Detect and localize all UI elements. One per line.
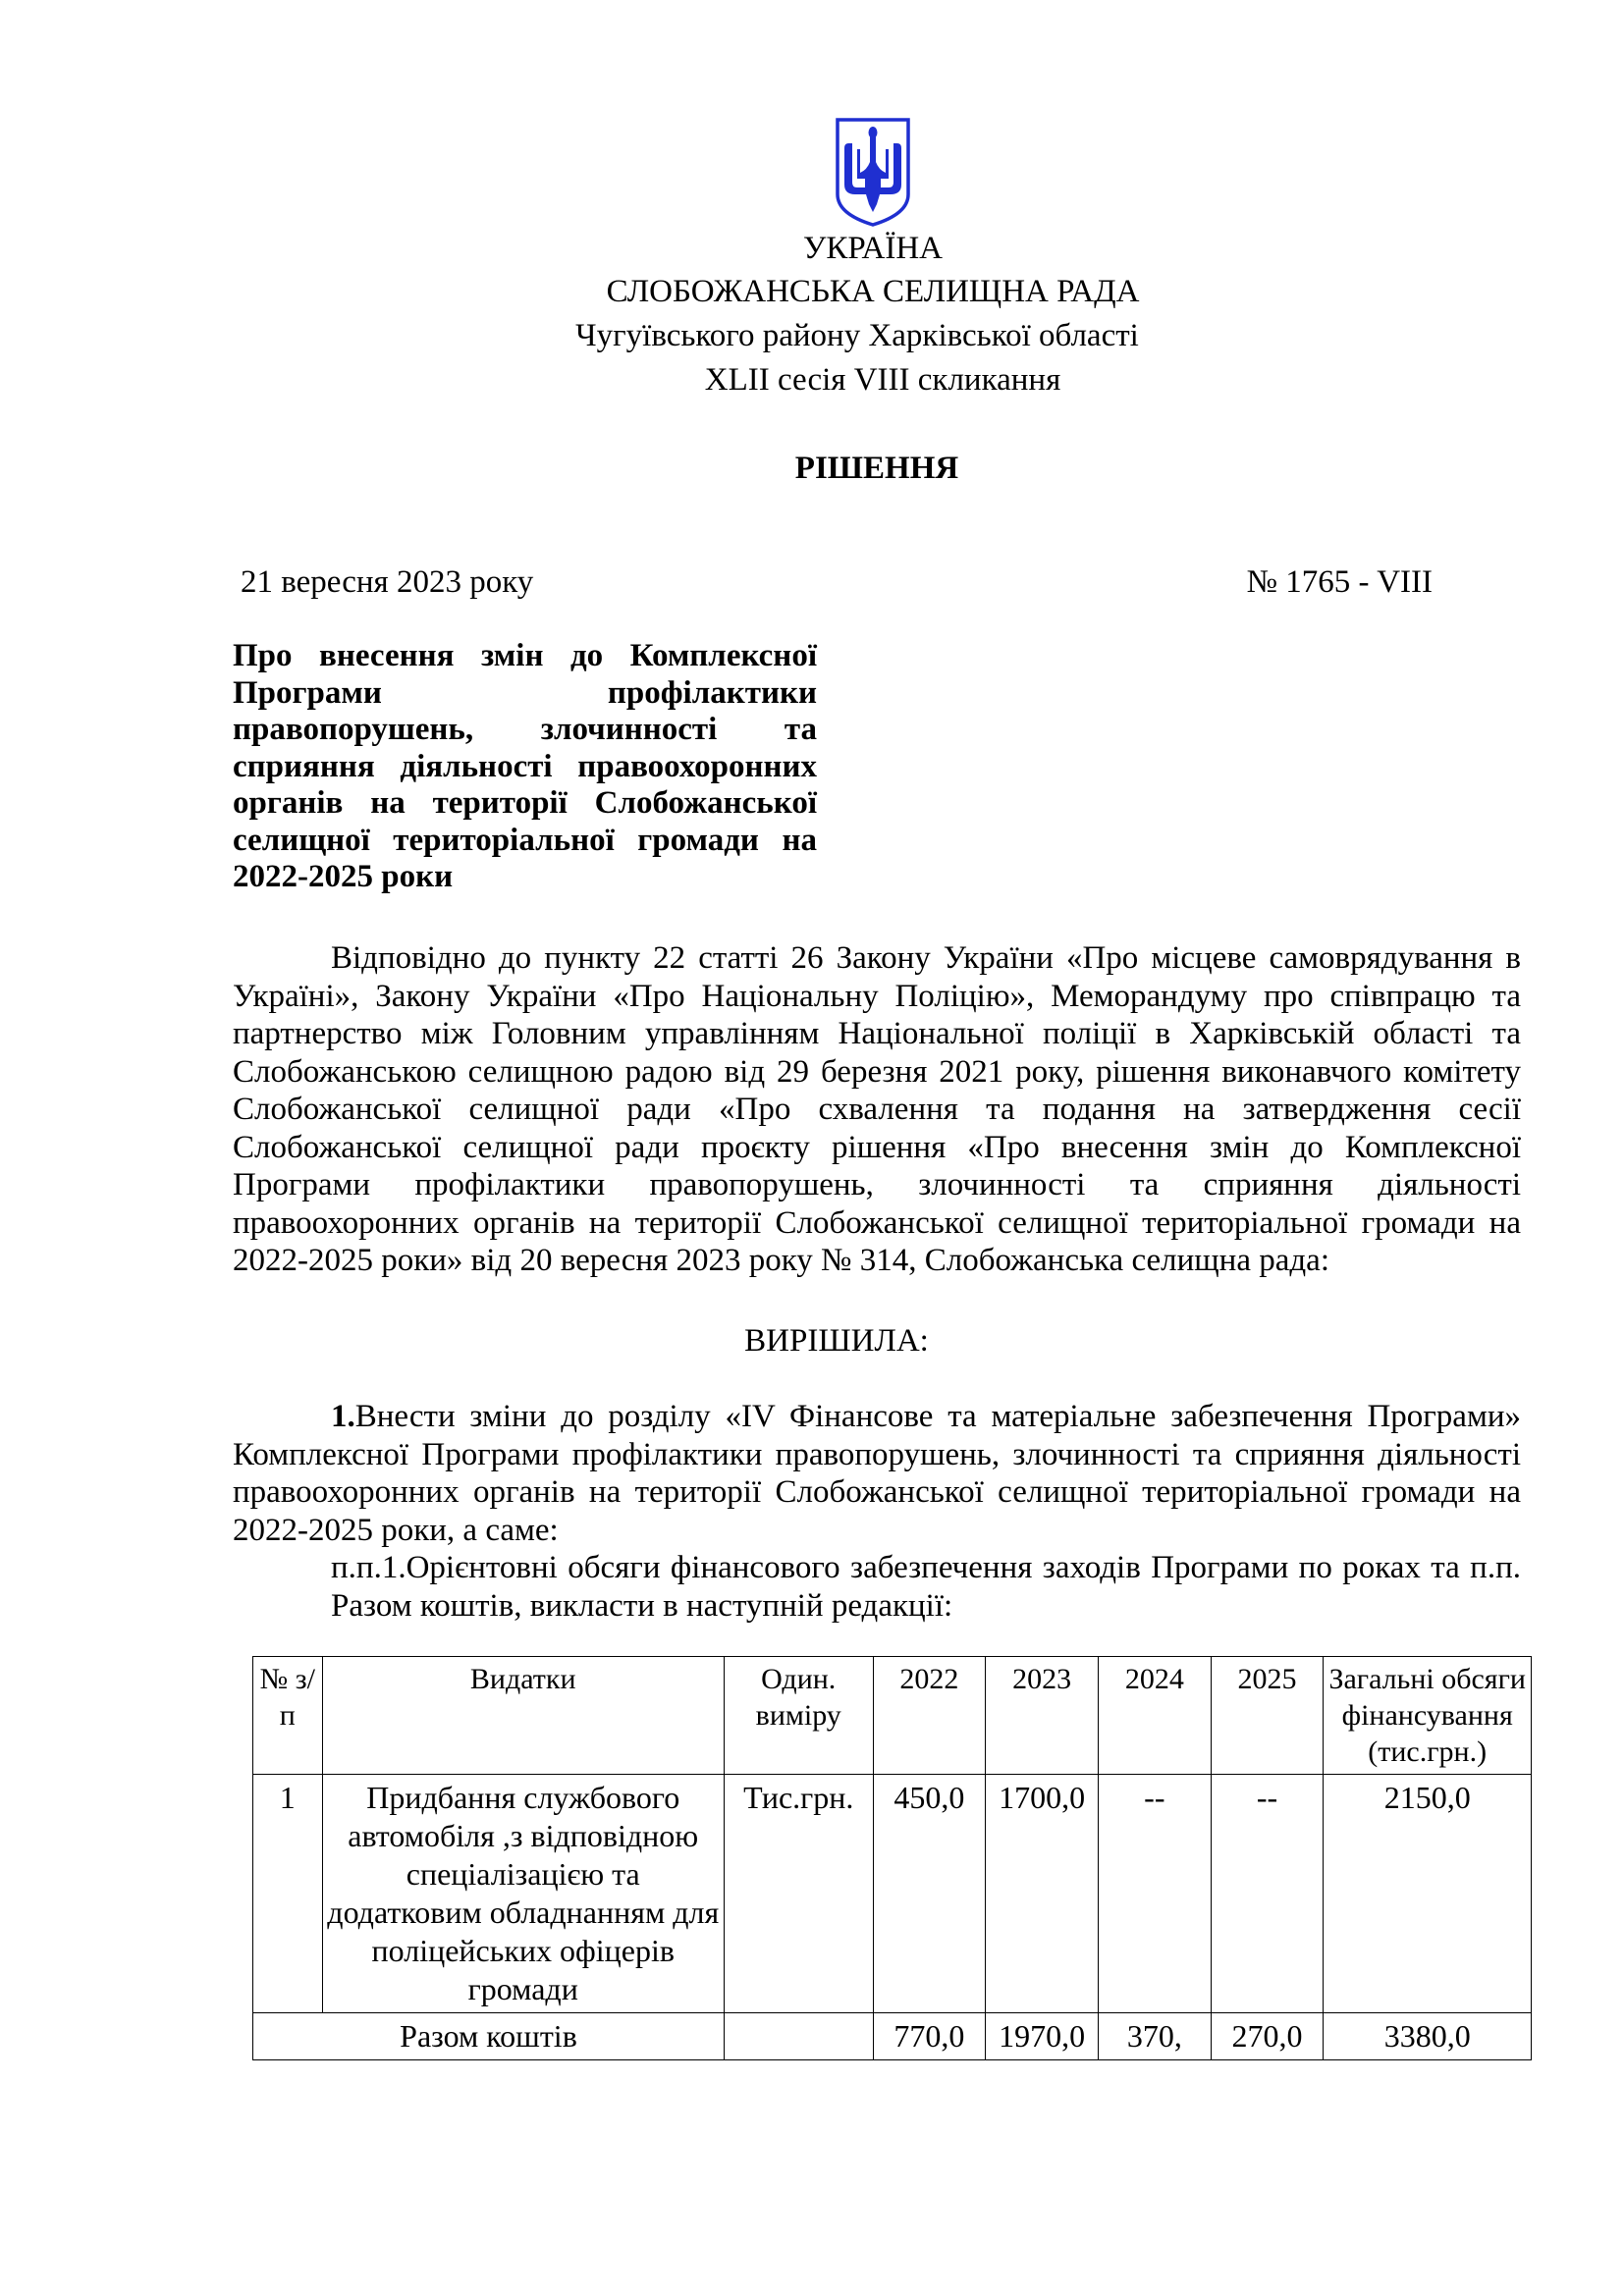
cell-num: 1 — [253, 1775, 323, 2013]
table-total-row — [253, 2013, 1532, 2060]
header-cell-2025: 2025 — [1211, 1657, 1324, 1775]
header-cell-2024: 2024 — [1098, 1657, 1211, 1775]
cell-2022: 450,0 — [873, 1775, 986, 2013]
cell-2024: -- — [1098, 1775, 1211, 2013]
header-country: УКРАЇНА — [803, 231, 943, 266]
table-row — [253, 1775, 1532, 2013]
resolved-heading: ВИРІШИЛА: — [744, 1323, 929, 1359]
decision-number: № 1765 - VIII — [1246, 564, 1433, 600]
total-sum-cell: 3380,0 — [1324, 2013, 1532, 2060]
total-2022-cell: 770,0 — [873, 2013, 986, 2060]
table-header-row — [253, 1657, 1532, 1775]
document-title: РІШЕННЯ — [794, 451, 959, 486]
cell-unit: Тис.грн. — [724, 1775, 873, 2013]
cell-expenses: Придбання службового автомобіля ,з відповідною спеціалізацією та додатковим обладнанням для поліцейських офіцерів громади — [322, 1775, 724, 2013]
header-council: СЛОБОЖАНСЬКА СЕЛИЩНА РАДА — [606, 274, 1140, 309]
header-cell-2022: 2022 — [873, 1657, 986, 1775]
header-session: XLII сесія VIII скликання — [704, 362, 1061, 398]
total-2023-cell: 1970,0 — [986, 2013, 1099, 2060]
header-district: Чугуївського району Харківської області — [575, 318, 1139, 353]
cell-2025: -- — [1211, 1775, 1324, 2013]
cell-total: 2150,0 — [1324, 1775, 1532, 2013]
decision-subject: Про внесення змін до Комплексної Програми профілактики правопорушень, злочинності та сприяння діяльності правоохоронних органів на території Слобожанської селищної територіальної громади на 2022-2025 роки — [233, 638, 817, 894]
header-cell-2023: 2023 — [986, 1657, 1099, 1775]
financing-table — [252, 1656, 1532, 2060]
total-2024-cell: 370, — [1098, 2013, 1211, 2060]
coat-of-arms-of-ukraine-icon — [834, 116, 912, 228]
item-1-number: 1. — [331, 1399, 355, 1434]
header-cell-num: № з/п — [253, 1657, 323, 1775]
item-1-paragraph — [233, 1398, 1521, 1549]
legal-basis-paragraph: Відповідно до пункту 22 статті 26 Закону України «Про місцеве самоврядування в Україні», Закону України «Про Національну Поліцію», Меморандуму про співпрацю та партнерство між Головним управлінням Національної поліції в Харківській області та Слобожанською селищною радою від 29 березня 2021 року, рішення виконавчого комітету Слобожанської селищної ради «Про схвалення та подання на затвердження сесії Слобожанської селищної ради проєкту рішення «Про внесення змін до Комплексної Програми профілактики правопорушень, злочинності та сприяння діяльності правоохоронних органів на території Слобожанської селищної територіальної громади на 2022-2025 роки» від 20 вересня 2023 року № 314, Слобожанська селищна рада: — [233, 940, 1521, 1278]
total-label-cell: Разом коштів — [253, 2013, 725, 2060]
subitem-paragraph: п.п.1.Орієнтовні обсяги фінансового забезпечення заходів Програми по роках та п.п. Разом коштів, викласти в наступній редакції: — [331, 1550, 1521, 1624]
header-cell-unit: Один. виміру — [724, 1657, 873, 1775]
total-2025-cell: 270,0 — [1211, 2013, 1324, 2060]
decision-date: 21 вересня 2023 року — [241, 564, 534, 600]
header-cell-total: Загальні обсяги фінансування (тис.грн.) — [1324, 1657, 1532, 1775]
item-1-text: Внести зміни до розділу «IV Фінансове та матеріальне забезпечення Програми» Комплексної Програми профілактики правопорушень, злочинності та сприяння діяльності правоохоронних органів на території Слобожанської селищної територіальної громади на 2022-2025 роки, а саме: — [233, 1399, 1521, 1548]
cell-2023: 1700,0 — [986, 1775, 1099, 2013]
header-cell-expenses: Видатки — [322, 1657, 724, 1775]
total-unit-cell — [724, 2013, 873, 2060]
